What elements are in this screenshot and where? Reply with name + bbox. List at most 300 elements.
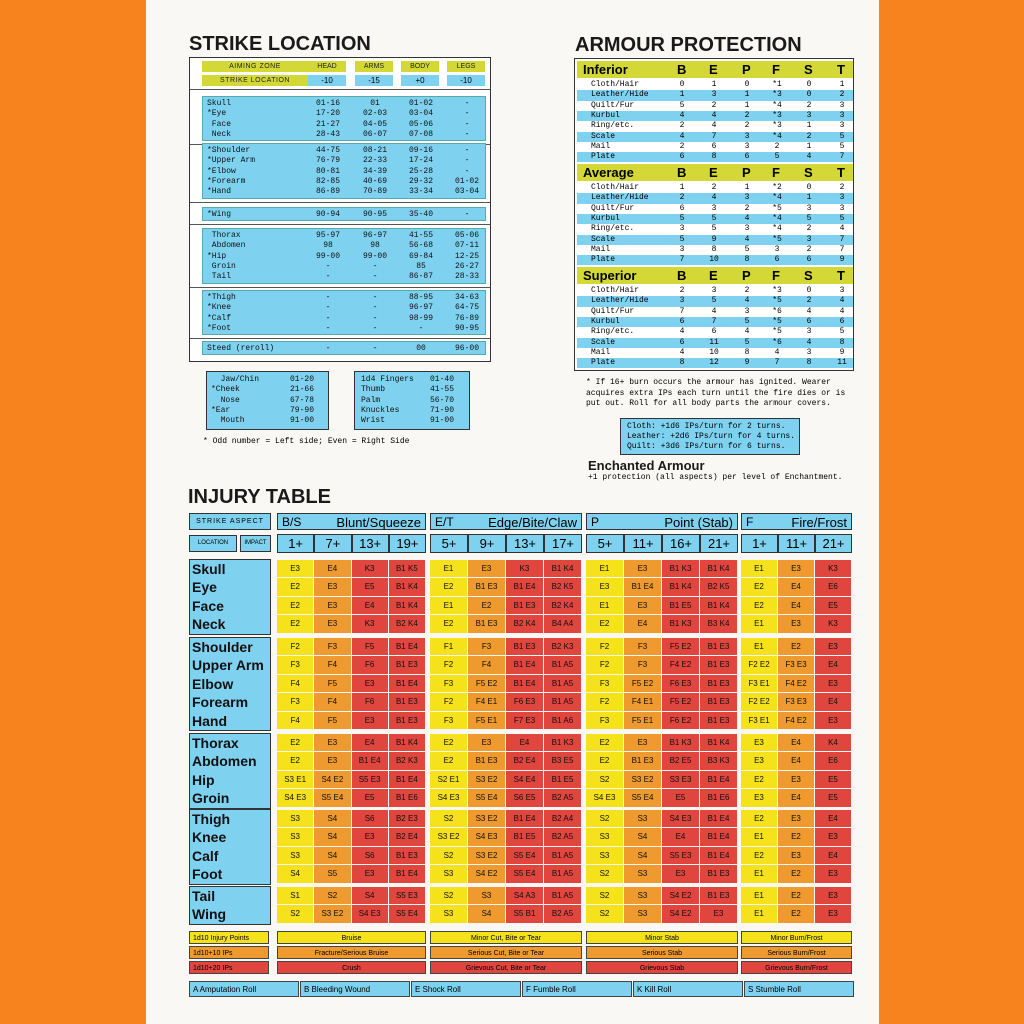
armour-value: 5 <box>679 100 685 110</box>
injury-cell: S4 E3 <box>352 905 388 922</box>
burn-leather: Leather: +2d6 IPs/turn for 4 turns. <box>627 432 796 441</box>
armour-value: 9 <box>839 255 845 265</box>
injury-cell: B1 E3 <box>389 656 425 673</box>
aspect-col-B: B <box>677 165 687 180</box>
severity-label: Bruise <box>277 931 426 944</box>
injury-cell: S2 <box>586 771 623 788</box>
material-name: Plate <box>591 152 616 162</box>
injury-cell: S4 <box>624 847 661 864</box>
armour-value: 4 <box>711 121 717 131</box>
armour-value: 2 <box>744 110 750 120</box>
armour-value: 0 <box>744 80 750 89</box>
armour-value: 2 <box>839 90 845 100</box>
injury-cell: E1 <box>741 560 777 577</box>
impact-threshold: 19+ <box>389 534 426 553</box>
injury-cell: F5 E2 <box>662 638 699 655</box>
armour-value: 5 <box>711 224 717 234</box>
col-header-body: BODY <box>401 61 439 72</box>
armour-value: *3 <box>772 90 782 100</box>
ip-label: 1d10+20 IPs <box>189 961 269 974</box>
injury-cell: B1 K4 <box>700 597 737 614</box>
material-name: Kurbul <box>591 316 620 326</box>
material-name: Ring/etc. <box>591 224 635 234</box>
col-modifier: +0 <box>401 75 439 86</box>
aspect-code: P <box>591 515 600 529</box>
armour-value: 3 <box>806 234 812 244</box>
armour-value: 3 <box>839 193 845 203</box>
impact-threshold: 21+ <box>700 534 738 553</box>
armour-value: *5 <box>772 234 782 244</box>
location-name: Thorax <box>192 735 239 751</box>
location-arms-range: - <box>372 344 378 353</box>
injury-cell: B2 E3 <box>389 810 425 827</box>
divider <box>190 202 490 203</box>
aspect-col-S: S <box>804 268 813 283</box>
armour-value: 4 <box>839 224 845 234</box>
injury-cell: S5 E4 <box>506 865 543 882</box>
injury-cell: E2 <box>778 638 814 655</box>
burn-quilt: Quilt: +3d6 IPs/turn for 6 turns. <box>627 442 786 451</box>
armour-value: 10 <box>709 347 719 357</box>
injury-cell: F4 <box>314 656 350 673</box>
armour-value: 4 <box>679 110 685 120</box>
severity-label: Fracture/Serious Bruise <box>277 946 426 959</box>
strike-location-table <box>189 57 491 362</box>
location-legs-range: - - - - <box>464 99 470 139</box>
armour-value: 4 <box>774 347 780 357</box>
armour-row <box>577 183 853 193</box>
aspect-col-T: T <box>837 62 845 77</box>
material-name: Cloth/Hair <box>591 80 640 89</box>
armour-value: 1 <box>711 80 717 89</box>
armour-value: 3 <box>839 121 845 131</box>
roll-legend-item: E Shock Roll <box>411 981 521 997</box>
injury-cell: S4 <box>352 887 388 904</box>
strike-group <box>202 207 486 221</box>
injury-cell: K3 <box>815 560 851 577</box>
armour-value: 4 <box>806 152 812 162</box>
injury-cell: F3 E3 <box>778 693 814 710</box>
material-name: Scale <box>591 131 616 141</box>
injury-cell: E2 <box>741 810 777 827</box>
impact-threshold: 5+ <box>586 534 624 553</box>
armour-value: 7 <box>711 131 717 141</box>
armour-value: 4 <box>711 306 717 316</box>
injury-cell: B1 E4 <box>700 810 737 827</box>
injury-cell: S4 <box>314 847 350 864</box>
injury-cell: B2 E4 <box>506 752 543 769</box>
injury-cell: B1 K3 <box>662 734 699 751</box>
injury-cell: B1 E3 <box>506 638 543 655</box>
injury-cell: S2 <box>586 887 623 904</box>
impact-threshold: 17+ <box>544 534 582 553</box>
strike-group <box>202 290 486 335</box>
injury-cell: E5 <box>662 789 699 806</box>
severity-label: Minor Stab <box>586 931 738 944</box>
burn-box <box>620 418 800 455</box>
injury-cell: B1 E3 <box>389 847 425 864</box>
location-name: Forearm <box>192 694 249 711</box>
armour-value: 7 <box>839 234 845 244</box>
injury-cell: F4 <box>314 693 350 710</box>
armour-value: 5 <box>744 337 750 347</box>
injury-cell: S3 E2 <box>468 847 505 864</box>
armour-row <box>577 286 853 296</box>
injury-cell: S6 <box>352 847 388 864</box>
injury-cell: S5 E4 <box>314 789 350 806</box>
injury-cell: E3 <box>624 560 661 577</box>
injury-cell: B1 K4 <box>389 597 425 614</box>
injury-cell: S3 <box>468 887 505 904</box>
injury-cell: E4 <box>778 752 814 769</box>
armour-value: 2 <box>806 224 812 234</box>
armour-value: 1 <box>806 121 812 131</box>
injury-cell: F4 <box>277 712 313 729</box>
armour-value: *4 <box>772 193 782 203</box>
injury-cell: F3 E1 <box>741 712 777 729</box>
armour-row <box>577 358 853 368</box>
injury-cell: E1 <box>741 887 777 904</box>
location-body-range: 09-16 17-24 25-28 29-32 33-34 <box>408 146 433 197</box>
injury-cell: B1 E6 <box>389 789 425 806</box>
injury-cell: E2 <box>468 597 505 614</box>
armour-value: 2 <box>806 131 812 141</box>
injury-cell: S2 <box>430 810 467 827</box>
aspect-header <box>586 513 738 530</box>
injury-cell: S3 E2 <box>468 771 505 788</box>
location-arms-range: - - - - <box>372 293 378 333</box>
armour-value: 5 <box>774 152 780 162</box>
injury-cell: S5 E4 <box>389 905 425 922</box>
armour-value: 2 <box>744 121 750 131</box>
injury-cell: E2 <box>430 752 467 769</box>
armour-value: 3 <box>839 203 845 213</box>
armour-value: 5 <box>744 244 750 254</box>
injury-cell: E3 <box>624 597 661 614</box>
injury-cell: S4 E4 <box>506 771 543 788</box>
injury-cell: B1 E4 <box>506 675 543 692</box>
armour-row <box>577 80 853 90</box>
injury-cell: B1 E4 <box>700 847 737 864</box>
armour-row <box>577 245 853 255</box>
injury-cell: E3 <box>352 712 388 729</box>
aspect-col-F: F <box>772 268 780 283</box>
armour-row <box>577 142 853 152</box>
injury-cell: S3 <box>586 847 623 864</box>
location-body-range: 41-55 56-68 69-84 85 86-87 <box>408 231 433 282</box>
location-name: Neck <box>192 616 226 633</box>
injury-cell: B1 E5 <box>506 828 543 845</box>
injury-cell: B1 E4 <box>389 865 425 882</box>
injury-cell: E2 <box>741 771 777 788</box>
location-name: Groin <box>192 790 230 807</box>
severity-label: Serious Stab <box>586 946 738 959</box>
armour-value: 2 <box>806 244 812 254</box>
injury-cell: E1 <box>741 865 777 882</box>
injury-cell: F2 E2 <box>741 656 777 673</box>
injury-cell: S3 <box>624 865 661 882</box>
armour-value: 11 <box>837 358 847 368</box>
armour-value: 2 <box>744 203 750 213</box>
injury-cell: E2 <box>430 734 467 751</box>
strike-group <box>202 143 486 199</box>
injury-cell: B3 E5 <box>544 752 581 769</box>
impact-threshold: 5+ <box>430 534 468 553</box>
injury-cell: F5 E2 <box>662 693 699 710</box>
armour-value: 3 <box>679 224 685 234</box>
injury-cell: E6 <box>815 752 851 769</box>
injury-cell: E3 <box>314 597 350 614</box>
armour-value: *4 <box>772 224 782 234</box>
injury-cell: E1 <box>586 597 623 614</box>
material-name: Kurbul <box>591 110 620 120</box>
injury-cell: K4 <box>815 734 851 751</box>
impact-threshold: 21+ <box>815 534 852 553</box>
armour-row <box>577 193 853 203</box>
armour-value: 3 <box>711 203 717 213</box>
armour-value: 7 <box>839 244 845 254</box>
aspect-header <box>277 513 426 530</box>
location-name: Eye <box>192 579 217 596</box>
aspect-col-S: S <box>804 165 813 180</box>
impact-threshold: 11+ <box>778 534 815 553</box>
injury-cell: E3 <box>352 828 388 845</box>
side-note: * Odd number = Left side; Even = Right Side <box>203 437 410 446</box>
location-legs-range: 05-06 07-11 12-25 26-27 28-33 <box>454 231 479 282</box>
location-name: Shoulder <box>192 639 253 655</box>
injury-cell: F6 E3 <box>506 693 543 710</box>
aspect-col-E: E <box>709 62 718 77</box>
location-names: *Thigh *Knee *Calf *Foot <box>207 293 236 333</box>
injury-cell: S2 <box>586 810 623 827</box>
injury-cell: B4 A4 <box>544 615 581 632</box>
armour-value: 3 <box>679 296 685 306</box>
injury-cell: F2 <box>586 638 623 655</box>
severity-label: Grievous Burn/Frost <box>741 961 852 974</box>
armour-value: 3 <box>744 193 750 203</box>
armour-value: 6 <box>679 203 685 213</box>
armour-value: 8 <box>711 152 717 162</box>
armour-value: 4 <box>711 193 717 203</box>
injury-cell: S3 <box>624 887 661 904</box>
armour-value: 3 <box>806 327 812 337</box>
injury-cell: B1 E3 <box>700 865 737 882</box>
injury-cell: B1 K4 <box>389 578 425 595</box>
location-legs-range: - - - 01-02 03-04 <box>454 146 479 197</box>
injury-cell: E3 <box>815 828 851 845</box>
location-head-range: - - - - <box>325 293 331 333</box>
armour-row <box>577 338 853 348</box>
armour-value: 3 <box>679 244 685 254</box>
injury-cell: E4 <box>352 597 388 614</box>
injury-cell: E2 <box>778 887 814 904</box>
severity-label: Grievous Stab <box>586 961 738 974</box>
injury-cell: B1 E3 <box>468 578 505 595</box>
aspect-col-T: T <box>837 165 845 180</box>
injury-cell: S3 <box>277 828 313 845</box>
aspect-col-S: S <box>804 62 813 77</box>
injury-cell: E3 <box>314 578 350 595</box>
armour-row <box>577 132 853 142</box>
severity-label: Grievous Cut, Bite or Tear <box>430 961 582 974</box>
armour-value: 4 <box>839 296 845 306</box>
col-modifier: -15 <box>355 75 393 86</box>
armour-value: *6 <box>772 337 782 347</box>
injury-cell: S5 E3 <box>662 847 699 864</box>
injury-cell: E2 <box>277 734 313 751</box>
injury-cell: B1 E5 <box>544 771 581 788</box>
injury-cell: E4 <box>314 560 350 577</box>
armour-value: *3 <box>772 121 782 131</box>
roll-legend-item: F Fumble Roll <box>522 981 632 997</box>
injury-cell: S4 E2 <box>314 771 350 788</box>
severity-label: Minor Burn/Frost <box>741 931 852 944</box>
injury-cell: E3 <box>352 865 388 882</box>
armour-value: 7 <box>839 152 845 162</box>
injury-cell: F3 <box>624 656 661 673</box>
injury-cell: F7 E3 <box>506 712 543 729</box>
material-name: Ring/etc. <box>591 121 635 131</box>
material-name: Mail <box>591 244 611 254</box>
injury-cell: F2 E2 <box>741 693 777 710</box>
armour-value: 1 <box>679 183 685 192</box>
injury-cell: B1 A5 <box>544 693 581 710</box>
injury-cell: E2 <box>586 734 623 751</box>
severity-label: Serious Cut, Bite or Tear <box>430 946 582 959</box>
location-name: Abdomen <box>192 753 257 770</box>
injury-cell: S4 E2 <box>468 865 505 882</box>
material-name: Scale <box>591 337 616 347</box>
armour-value: 5 <box>806 213 812 223</box>
material-name: Plate <box>591 255 616 265</box>
armour-value: 5 <box>839 131 845 141</box>
aspect-col-P: P <box>742 165 751 180</box>
aspect-name: Point (Stab) <box>664 515 733 530</box>
injury-cell: B1 E5 <box>662 597 699 614</box>
armour-value: 5 <box>744 316 750 326</box>
armour-value: 6 <box>679 152 685 162</box>
col-modifier: -10 <box>447 75 485 86</box>
armour-value: 0 <box>806 80 812 89</box>
injury-cell: F5 <box>352 638 388 655</box>
injury-cell: B2 K3 <box>389 752 425 769</box>
injury-cell: E3 <box>277 560 313 577</box>
injury-cell: F3 E1 <box>741 675 777 692</box>
armour-row <box>577 317 853 327</box>
armour-value: 3 <box>744 131 750 141</box>
injury-cell: E3 <box>314 734 350 751</box>
armour-value: 8 <box>711 244 717 254</box>
material-name: Mail <box>591 141 611 151</box>
aspect-col-B: B <box>677 268 687 283</box>
injury-cell: B1 K3 <box>662 560 699 577</box>
location-name: Skull <box>192 561 226 577</box>
injury-cell: F3 E3 <box>778 656 814 673</box>
injury-cell: B1 E4 <box>389 675 425 692</box>
injury-cell: E2 <box>741 597 777 614</box>
location-name: Hip <box>192 771 215 788</box>
armour-value: 6 <box>839 316 845 326</box>
injury-cell: S5 B1 <box>506 905 543 922</box>
injury-cell: F4 E1 <box>624 693 661 710</box>
injury-cell: F3 <box>624 638 661 655</box>
armour-value: 5 <box>679 234 685 244</box>
armour-value: 10 <box>709 255 719 265</box>
injury-cell: E5 <box>815 771 851 788</box>
armour-value: 2 <box>711 100 717 110</box>
injury-cell: B1 E3 <box>389 693 425 710</box>
strike-group <box>202 228 486 284</box>
armour-value: *3 <box>772 286 782 295</box>
armour-value: *5 <box>772 296 782 306</box>
armour-value: 8 <box>839 337 845 347</box>
armour-row <box>577 327 853 337</box>
material-name: Kurbul <box>591 213 620 223</box>
aspect-col-P: P <box>742 268 751 283</box>
ip-label: 1d10 Injury Points <box>189 931 269 944</box>
injury-cell: B2 E4 <box>389 828 425 845</box>
hand-values: 01-40 41-55 56-70 71-90 91-00 <box>430 375 455 426</box>
col-header-arms: ARMS <box>355 61 393 72</box>
armour-value: 0 <box>679 80 685 89</box>
material-name: Plate <box>591 358 616 368</box>
injury-cell: S5 E3 <box>352 771 388 788</box>
injury-cell: B2 E5 <box>662 752 699 769</box>
injury-cell: E2 <box>741 578 777 595</box>
injury-cell: F6 E3 <box>662 675 699 692</box>
injury-cell: B1 E3 <box>506 597 543 614</box>
armour-row <box>577 152 853 162</box>
injury-cell: S3 <box>586 828 623 845</box>
injury-cell: E2 <box>778 865 814 882</box>
armour-value: 1 <box>744 183 750 192</box>
injury-cell: F5 <box>314 712 350 729</box>
armour-row <box>577 90 853 100</box>
aspect-col-E: E <box>709 268 718 283</box>
injury-cell: E3 <box>662 865 699 882</box>
tier-name: Superior <box>583 268 637 283</box>
injury-cell: B1 E4 <box>389 771 425 788</box>
aspect-name: Fire/Frost <box>791 515 847 530</box>
injury-cell: S5 E3 <box>389 887 425 904</box>
face-subtable <box>206 371 329 430</box>
injury-cell: K3 <box>506 560 543 577</box>
injury-cell: B1 E4 <box>506 810 543 827</box>
injury-cell: B2 K4 <box>389 615 425 632</box>
roll-legend-item: S Stumble Roll <box>744 981 854 997</box>
armour-tier-header <box>577 61 853 78</box>
armour-value: *6 <box>772 306 782 316</box>
location-arms-range: 90-95 <box>362 210 387 219</box>
location-arms-range: 96-97 98 99-00 - - <box>362 231 387 282</box>
injury-cell: F2 <box>586 656 623 673</box>
injury-cell: E3 <box>815 865 851 882</box>
injury-cell: B1 K3 <box>544 734 581 751</box>
injury-cell: S6 <box>352 810 388 827</box>
injury-cell: F4 <box>277 675 313 692</box>
armour-value: 6 <box>711 141 717 151</box>
location-label: LOCATION <box>189 535 237 552</box>
injury-cell: B1 E3 <box>468 752 505 769</box>
strike-group <box>202 341 486 355</box>
injury-cell: E5 <box>352 578 388 595</box>
ip-label: 1d10+10 IPs <box>189 946 269 959</box>
location-names: Thorax Abdomen *Hip Groin Tail <box>207 231 246 282</box>
injury-cell: B1 E4 <box>624 578 661 595</box>
armour-row <box>577 296 853 306</box>
armour-value: 3 <box>711 90 717 100</box>
armour-value: 11 <box>709 337 719 347</box>
